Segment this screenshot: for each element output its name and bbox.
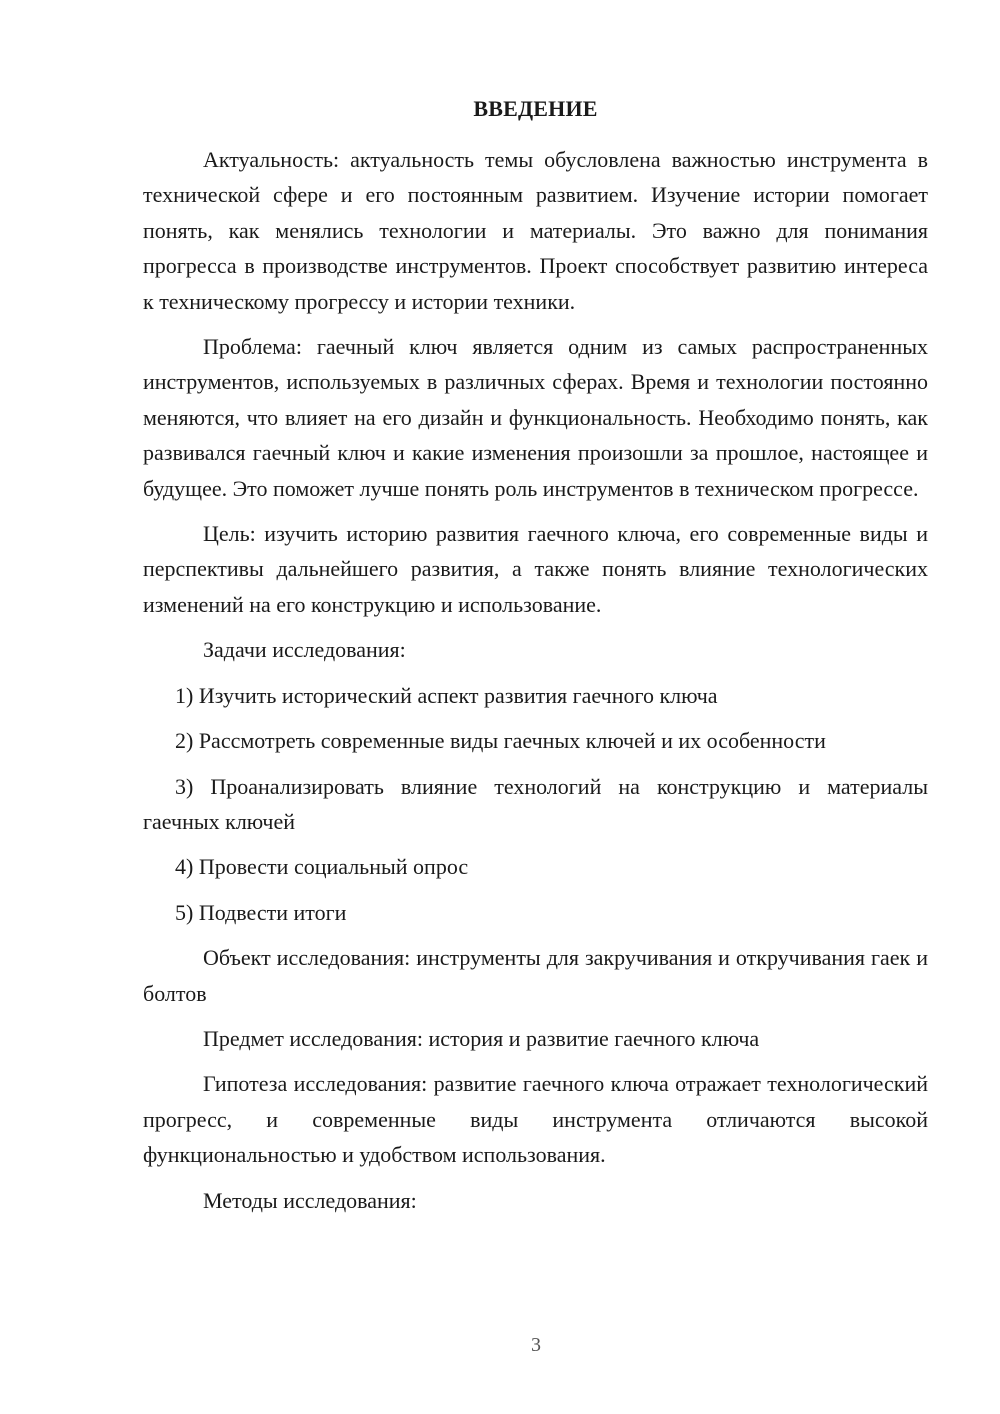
paragraph-problem: Проблема: гаечный ключ является одним из самых распространенных инструментов, используемых в различных сферах. Время и технологии постоянно меняются, что влияет на его дизайн и функциональность. Необходимо понять, как развивался гаечный ключ и какие изменения произошли за прошлое, настоящее и будущее. Это поможет лучше понять роль инструментов в техническом прогрессе.: [143, 334, 928, 501]
tasks-heading: Задачи исследования:: [203, 637, 406, 663]
section-title: ВВЕДЕНИЕ: [473, 96, 598, 121]
paragraph-object: Объект исследования: инструменты для закручивания и откручивания гаек и болтов: [143, 945, 928, 1006]
paragraph-hypothesis: Гипотеза исследования: развитие гаечного ключа отражает технологический прогресс, и современные виды инструмента отличаются высокой функциональностью и удобством использования.: [143, 1071, 928, 1168]
paragraph-relevance: Актуальность: актуальность темы обусловлена важностью инструмента в технической сфере и его постоянным развитием. Изучение истории помогает понять, как менялись технологии и материалы. Это важно для понимания прогресса в производстве инструментов. Проект способствует развитию интереса к техническому прогрессу и истории техники.: [143, 147, 928, 314]
paragraph-subject: Предмет исследования: история и развитие гаечного ключа: [203, 1025, 760, 1051]
paragraph-methods: Методы исследования:: [203, 1187, 417, 1213]
task-item: 2) Рассмотреть современные виды гаечных ключей и их особенности: [175, 728, 826, 754]
paragraph-goal: Цель: изучить историю развития гаечного ключа, его современные виды и перспективы дальнейшего развития, а также понять влияние технологических изменений на его конструкцию и использование.: [143, 521, 928, 617]
task-item: 5) Подвести итоги: [175, 899, 347, 925]
task-item: 4) Провести социальный опрос: [175, 854, 469, 880]
document-body: [143, 142, 928, 1228]
task-item: 1) Изучить исторический аспект развития гаечного ключа: [175, 682, 718, 708]
page-number: 3: [531, 1334, 541, 1356]
task-item: 3) Проанализировать влияние технологий на конструкцию и материалы гаечных ключей: [143, 773, 928, 834]
